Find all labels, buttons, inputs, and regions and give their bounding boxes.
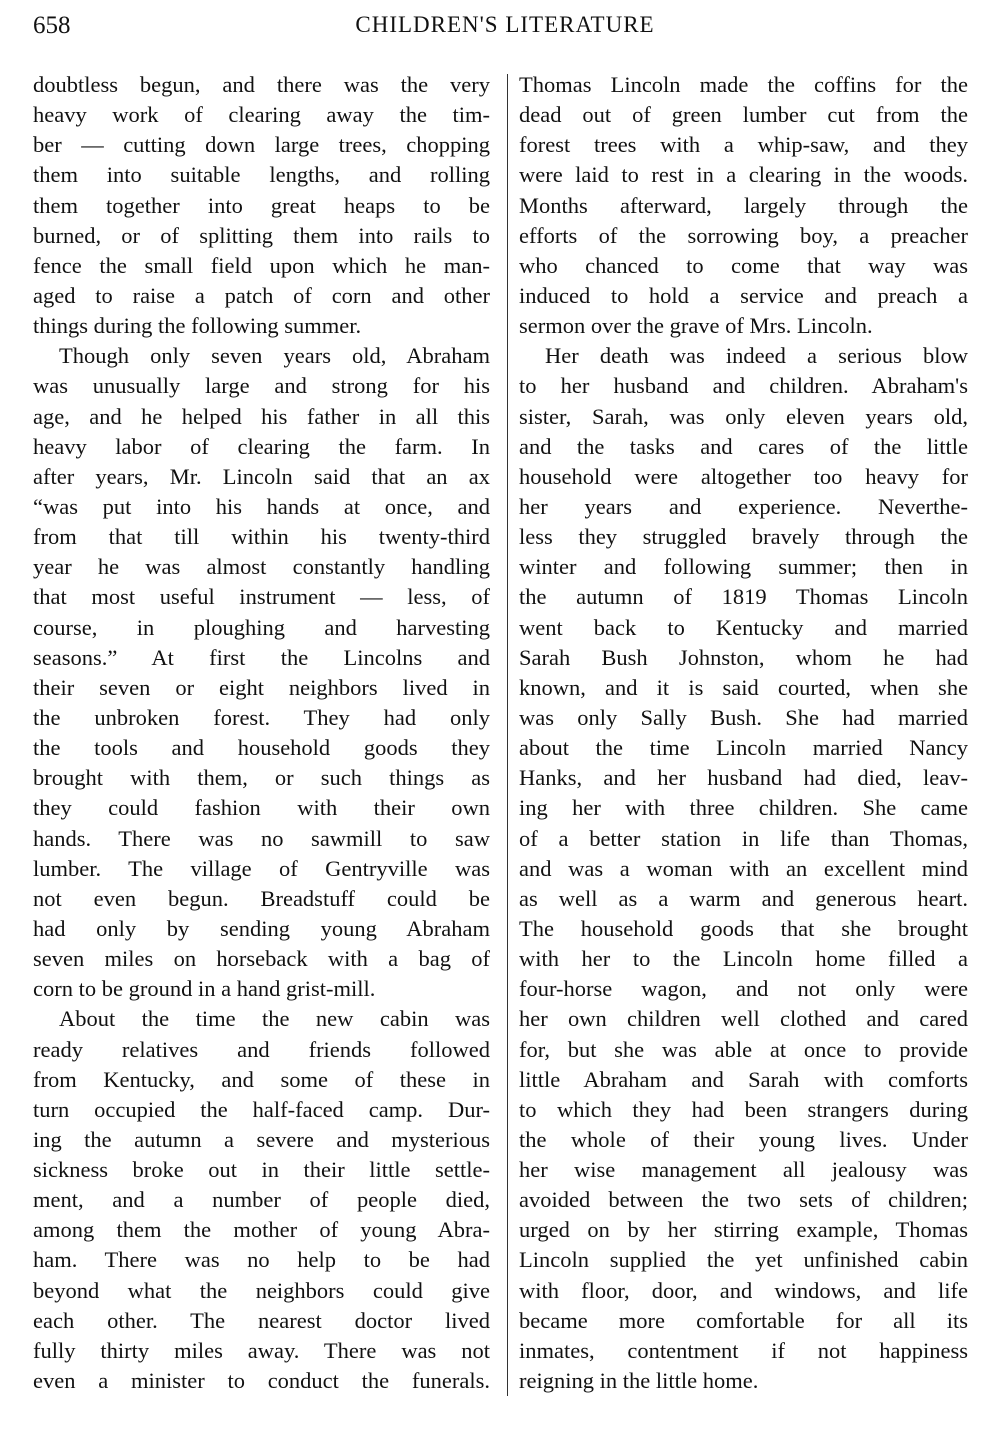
- text-line: “was put into his hands at once, and: [33, 493, 490, 519]
- text-line: Hanks, and her husband had died, leav-: [519, 765, 968, 791]
- text-line: their seven or eight neighbors lived in: [33, 674, 490, 700]
- left-column: [33, 70, 490, 1396]
- text-line: winter and following summer; then in: [519, 554, 968, 580]
- text-line: fully thirty miles away. There was not: [33, 1337, 490, 1363]
- running-head: CHILDREN'S LITERATURE: [355, 12, 655, 37]
- text-line: from Kentucky, and some of these in: [33, 1066, 490, 1092]
- text-line: age, and he helped his father in all this: [33, 403, 490, 429]
- text-line: heavy work of clearing away the tim-: [33, 102, 490, 128]
- text-line: and was a woman with an excellent mind: [519, 855, 968, 881]
- text-line: from that till within his twenty-third: [33, 524, 490, 550]
- text-line: went back to Kentucky and married: [519, 614, 968, 640]
- text-line: fence the small field upon which he man-: [33, 252, 490, 278]
- text-line: reigning in the little home.: [519, 1368, 759, 1394]
- paragraph: [33, 1004, 490, 1396]
- text-line: forest trees with a whip-saw, and they: [519, 132, 968, 158]
- text-line: even a minister to conduct the funerals.: [33, 1368, 490, 1394]
- text-line: Her death was indeed a serious blow: [545, 343, 968, 369]
- text-line: aged to raise a patch of corn and other: [33, 282, 490, 308]
- text-line: sister, Sarah, was only eleven years old,: [519, 403, 968, 429]
- paragraph: [519, 341, 968, 1396]
- text-line: ing her with three children. She came: [519, 795, 968, 821]
- text-line: year he was almost constantly handling: [33, 554, 490, 580]
- text-line: they could fashion with their own: [33, 795, 490, 821]
- paragraph: [519, 70, 968, 341]
- text-line: the tools and household goods they: [33, 735, 490, 761]
- text-line: the autumn of 1819 Thomas Lincoln: [519, 584, 968, 610]
- text-line: known, and it is said courted, when she: [519, 674, 968, 700]
- text-line: each other. The nearest doctor lived: [33, 1307, 490, 1333]
- text-line: sermon over the grave of Mrs. Lincoln.: [519, 313, 873, 339]
- text-line: with her to the Lincoln home filled a: [519, 946, 968, 972]
- text-line: household were altogether too heavy for: [519, 463, 968, 489]
- column-divider: [507, 74, 508, 1396]
- paragraph: [33, 70, 490, 341]
- text-line: that most useful instrument — less, of: [33, 584, 490, 610]
- text-line: the unbroken forest. They had only: [33, 704, 490, 730]
- text-line: induced to hold a service and preach a: [519, 282, 968, 308]
- text-line: dead out of green lumber cut from the: [519, 102, 968, 128]
- text-line: them into suitable lengths, and rolling: [33, 162, 490, 188]
- text-line: her own children well clothed and cared: [519, 1006, 968, 1032]
- text-line: to which they had been strangers during: [519, 1096, 968, 1122]
- text-line: About the time the new cabin was: [59, 1006, 490, 1032]
- text-line: to her husband and children. Abraham's: [519, 373, 968, 399]
- text-line: course, in ploughing and harvesting: [33, 614, 490, 640]
- text-line: the whole of their young lives. Under: [519, 1126, 968, 1152]
- text-line: ing the autumn a severe and mysterious: [33, 1126, 490, 1152]
- text-line: lumber. The village of Gentryville was: [33, 855, 490, 881]
- text-line: seasons.” At first the Lincolns and: [33, 644, 490, 670]
- text-line: ready relatives and friends followed: [33, 1036, 490, 1062]
- text-line: brought with them, or such things as: [33, 765, 490, 791]
- text-line: beyond what the neighbors could give: [33, 1277, 490, 1303]
- text-line: Lincoln supplied the yet unfinished cabin: [519, 1247, 968, 1273]
- text-line: urged on by her stirring example, Thomas: [519, 1217, 968, 1243]
- text-line: The household goods that she brought: [519, 915, 968, 941]
- text-line: with floor, door, and windows, and life: [519, 1277, 968, 1303]
- text-line: Though only seven years old, Abraham: [59, 343, 490, 369]
- text-line: after years, Mr. Lincoln said that an ax: [33, 463, 490, 489]
- text-line: was only Sally Bush. She had married: [519, 704, 968, 730]
- text-line: little Abraham and Sarah with comforts: [519, 1066, 968, 1092]
- text-line: were laid to rest in a clearing in the woods.: [519, 162, 968, 188]
- text-line: four-horse wagon, and not only were: [519, 976, 968, 1002]
- text-line: sickness broke out in their little settle-: [33, 1157, 490, 1183]
- text-line: her years and experience. Neverthe-: [519, 493, 968, 519]
- text-line: corn to be ground in a hand grist-mill.: [33, 976, 376, 1002]
- text-line: was unusually large and strong for his: [33, 373, 490, 399]
- text-line: who chanced to come that way was: [519, 252, 968, 278]
- paragraph: [33, 341, 490, 1004]
- text-line: had only by sending young Abraham: [33, 915, 490, 941]
- text-line: them together into great heaps to be: [33, 192, 490, 218]
- text-line: hands. There was no sawmill to saw: [33, 825, 490, 851]
- text-line: for, but she was able at once to provide: [519, 1036, 968, 1062]
- page-number: 658: [33, 12, 71, 39]
- text-line: not even begun. Breadstuff could be: [33, 885, 490, 911]
- text-line: doubtless begun, and there was the very: [33, 72, 490, 97]
- text-line: burned, or of splitting them into rails to: [33, 222, 490, 248]
- text-line: efforts of the sorrowing boy, a preacher: [519, 222, 968, 248]
- right-column: [519, 70, 968, 1396]
- text-line: ham. There was no help to be had: [33, 1247, 490, 1273]
- text-line: her wise management all jealousy was: [519, 1157, 968, 1183]
- text-line: Months afterward, largely through the: [519, 192, 968, 218]
- text-line: about the time Lincoln married Nancy: [519, 735, 968, 761]
- text-line: turn occupied the half-faced camp. Dur-: [33, 1096, 490, 1122]
- text-line: seven miles on horseback with a bag of: [33, 946, 490, 972]
- text-line: ment, and a number of people died,: [33, 1187, 490, 1213]
- text-line: became more comfortable for all its: [519, 1307, 968, 1333]
- text-line: Sarah Bush Johnston, whom he had: [519, 644, 968, 670]
- text-line: of a better station in life than Thomas,: [519, 825, 968, 851]
- text-line: ber — cutting down large trees, chopping: [33, 132, 490, 158]
- text-line: as well as a warm and generous heart.: [519, 885, 968, 911]
- text-line: heavy labor of clearing the farm. In: [33, 433, 490, 459]
- text-line: Thomas Lincoln made the coffins for the: [519, 72, 968, 97]
- text-line: inmates, contentment if not happiness: [519, 1337, 968, 1363]
- text-line: avoided between the two sets of children;: [519, 1187, 968, 1213]
- text-line: things during the following summer.: [33, 313, 362, 339]
- text-line: less they struggled bravely through the: [519, 524, 968, 550]
- text-line: among them the mother of young Abra-: [33, 1217, 490, 1243]
- text-line: and the tasks and cares of the little: [519, 433, 968, 459]
